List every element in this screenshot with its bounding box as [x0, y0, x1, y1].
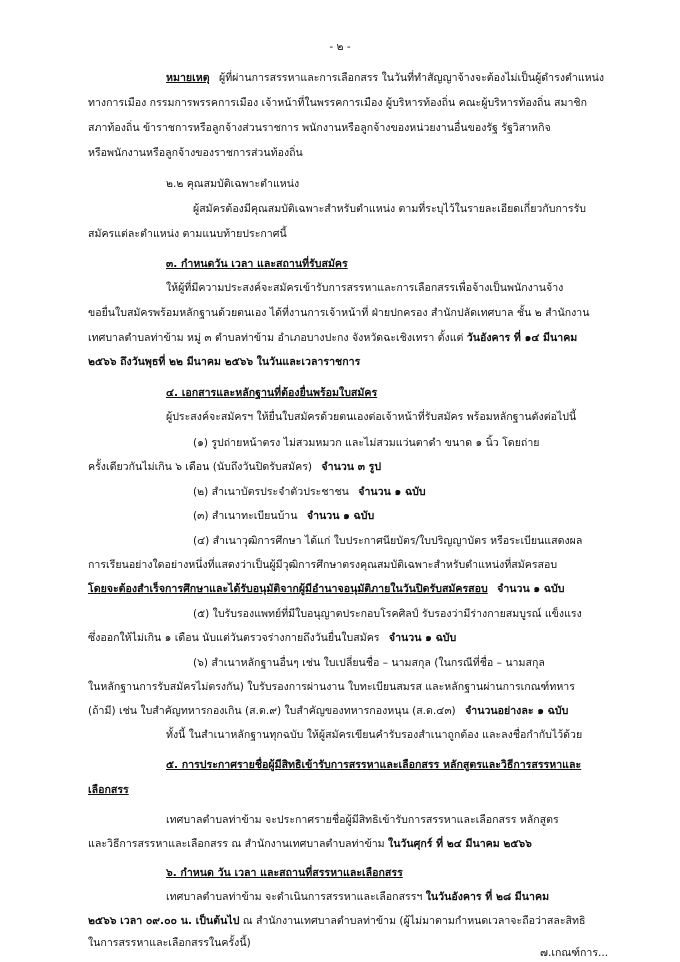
doc-item-6-line-3: (ถ้ามี) เช่น ใบสำคัญทหารกองเกิน (ส.ด.๙) ใบสำคัญของทหารกองหนุน (ส.ด.๔๓) จำนวนอย่างละ ๑ ฉบับ [88, 705, 569, 717]
doc-item-4-quantity: จำนวน ๑ ฉบับ [497, 583, 565, 595]
section-4-heading: ๔. เอกสารและหลักฐานที่ต้องยื่นพร้อมใบสมัคร [166, 387, 378, 399]
section-5-heading-line-1: ๕. การประกาศรายชื่อผู้มีสิทธิเข้ารับการสรรหาและเลือกสรร หลักสูตรและวิธีการสรรหาและ [166, 759, 582, 771]
doc-item-3: (๓) สำเนาทะเบียนบ้าน จำนวน ๑ ฉบับ [193, 510, 375, 522]
selection-date: ในวันอังคาร ที่ ๒๘ มีนาคม [425, 891, 550, 903]
section-3-line-2: ขอยื่นใบสมัครพร้อมหลักฐานด้วยตนเอง ได้ที่งานการเจ้าหน้าที่ ฝ่ายปกครอง สำนักปลัดเทศบาล ชั้น ๒ สำนักงาน [88, 307, 590, 319]
announcement-date: ในวันศุกร์ ที่ ๒๔ มีนาคม ๒๕๖๖ [388, 838, 532, 850]
doc-item-5-line-1: (๕) ใบรับรองแพทย์ที่มีใบอนุญาตประกอบโรคศิลป์ รับรองว่ามีร่างกายสมบูรณ์ แข็งแรง [193, 608, 582, 620]
note-label: หมายเหตุ [166, 72, 210, 84]
doc-item-1-quantity: จำนวน ๓ รูป [321, 461, 382, 473]
doc-item-2-quantity: จำนวน ๑ ฉบับ [358, 486, 426, 498]
section-2-2-heading: ๒.๒ คุณสมบัติเฉพาะตำแหน่ง [166, 178, 300, 190]
doc-item-6-line-2: ในหลักฐานการรับสมัครไม่ตรงกัน) ใบรับรองการผ่านงาน ใบทะเบียนสมรส และหลักฐานผ่านการเกณฑ์ทหาร [88, 681, 575, 693]
doc-item-2: (๒) สำเนาบัตรประจำตัวประชาชน จำนวน ๑ ฉบับ [193, 486, 426, 498]
section-2-2-line-1: ผู้สมัครต้องมีคุณสมบัติเฉพาะสำหรับตำแหน่ง ตามที่ระบุไว้ในรายละเอียดเกี่ยวกับการรับ [193, 203, 586, 215]
doc-item-3-quantity: จำนวน ๑ ฉบับ [306, 510, 375, 522]
section-6-line-3: ในการสรรหาและเลือกสรรในครั้งนี้) [88, 937, 251, 949]
doc-item-1-line-1: (๑) รูปถ่ายหน้าตรง ไม่สวมหมวก และไม่สวมแว่นตาดำ ขนาด ๑ นิ้ว โดยถ่าย [193, 437, 540, 449]
note-line-1: หมายเหตุ ผู้ที่ผ่านการสรรหาและการเลือกสรร ในวันที่ทำสัญญาจ้างจะต้องไม่เป็นผู้ดำรงตำแหน่ง [166, 72, 605, 84]
section-3-heading: ๓. กำหนดวัน เวลา และสถานที่รับสมัคร [166, 258, 348, 270]
selection-time: ๒๕๖๖ เวลา ๐๙.๐๐ น. เป็นต้นไป [88, 915, 240, 927]
doc-item-4-line-1: (๔) สำเนาวุฒิการศึกษา ได้แก่ ใบประกาศนียบัตร/ใบปริญญาบัตร หรือระเบียนแสดงผล [193, 535, 583, 547]
section-3-line-3: เทศบาลตำบลท่าข้าม หมู่ ๓ ตำบลท่าข้าม อำเภอบางปะกง จังหวัดฉะเชิงเทรา ตั้งแต่ วันอังคาร ที่ ๑๔ มีนาคม [88, 332, 578, 344]
section-2-2-line-2: สมัครแต่ละตำแหน่ง ตามแนบท้ายประกาศนี้ [88, 228, 287, 240]
section-5-heading-line-2: เลือกสรร [88, 784, 129, 796]
section-5-line-2: และวิธีการสรรหาและเลือกสรร ณ สำนักงานเทศบาลตำบลท่าข้าม ในวันศุกร์ ที่ ๒๔ มีนาคม ๒๕๖๖ [88, 838, 532, 850]
doc-item-4-line-2: การเรียนอย่างใดอย่างหนึ่งที่แสดงว่าเป็นผู้มีวุฒิการศึกษาตรงคุณสมบัติเฉพาะสำหรับตำแหน่งที่สมัครสอบ [88, 559, 558, 571]
doc-item-1-line-2: ครั้งเดียวกันไม่เกิน ๖ เดือน (นับถึงวันปิดรับสมัคร) จำนวน ๓ รูป [88, 461, 382, 473]
doc-item-5-quantity: จำนวน ๑ ฉบับ [388, 632, 457, 644]
doc-item-6-line-1: (๖) สำเนาหลักฐานอื่นๆ เช่น ใบเปลี่ยนชื่อ – นามสกุล (ในกรณีที่ชื่อ – นามสกุล [193, 657, 545, 669]
note-line-4: หรือพนักงานหรือลูกจ้างของราชการส่วนท้องถิ่น [88, 147, 303, 159]
section-4-intro: ผู้ประสงค์จะสมัครฯ ให้ยื่นใบสมัครด้วยตนเองต่อเจ้าหน้าที่รับสมัคร พร้อมหลักฐานดังต่อไปนี้ [166, 411, 577, 423]
section-3-line-1: ให้ผู้ที่มีความประสงค์จะสมัครเข้ารับการสรรหาและการเลือกสรรเพื่อจ้างเป็นพนักงานจ้าง [166, 282, 564, 294]
doc-item-5-line-2: ซึ่งออกให้ไม่เกิน ๑ เดือน นับแต่วันตรวจร่างกายถึงวันยื่นใบสมัคร จำนวน ๑ ฉบับ [88, 632, 457, 644]
continuation-marker: ๗.เกณฑ์การ... [540, 947, 609, 959]
section-6-line-2: ๒๕๖๖ เวลา ๐๙.๐๐ น. เป็นต้นไป ณ สำนักงานเทศบาลตำบลท่าข้าม (ผู้ไม่มาตามกำหนดเวลาจะถือว่าสละสิทธิ [88, 915, 586, 927]
section-4-closing: ทั้งนี้ ในสำเนาหลักฐานทุกฉบับ ให้ผู้สมัครเขียนคำรับรองสำเนาถูกต้อง และลงชื่อกำกับไว้ด้วย [166, 729, 583, 741]
doc-item-6-quantity: จำนวนอย่างละ ๑ ฉบับ [465, 705, 569, 717]
section-6-line-1: เทศบาลตำบลท่าข้าม จะดำเนินการสรรหาและเลือกสรรฯ ในวันอังคาร ที่ ๒๘ มีนาคม [166, 891, 550, 903]
note-line-3: สภาท้องถิ่น ข้าราชการหรือลูกจ้างส่วนราชการ พนักงานหรือลูกจ้างของหน่วยงานอื่นของรัฐ รัฐวิสาหกิจ [88, 122, 551, 134]
section-6-heading: ๖. กำหนด วัน เวลา และสถานที่สรรหาและเลือกสรร [166, 867, 403, 879]
doc-item-4-line-3: โดยจะต้องสำเร็จการศึกษาและได้รับอนุมัติจากผู้มีอำนาจอนุมัติภายในวันปิดรับสมัครสอบ จำนวน ๑ ฉบับ [88, 583, 565, 595]
page-number: - ๒ - [329, 41, 351, 53]
section-5-line-1: เทศบาลตำบลท่าข้าม จะประกาศรายชื่อผู้มีสิทธิเข้ารับการสรรหาและเลือกสรร หลักสูตร [166, 814, 559, 826]
note-line-2: ทางการเมือง กรรมการพรรคการเมือง เจ้าหน้าที่ในพรรคการเมือง ผู้บริหารท้องถิ่น คณะผู้บริหารท้องถิ่น สมาชิก [88, 97, 588, 109]
application-start-date: วันอังคาร ที่ ๑๔ มีนาคม [466, 332, 578, 344]
application-end-date: ๒๕๖๖ ถึงวันพุธที่ ๒๒ มีนาคม ๒๕๖๖ ในวันและเวลาราชการ [88, 356, 361, 368]
